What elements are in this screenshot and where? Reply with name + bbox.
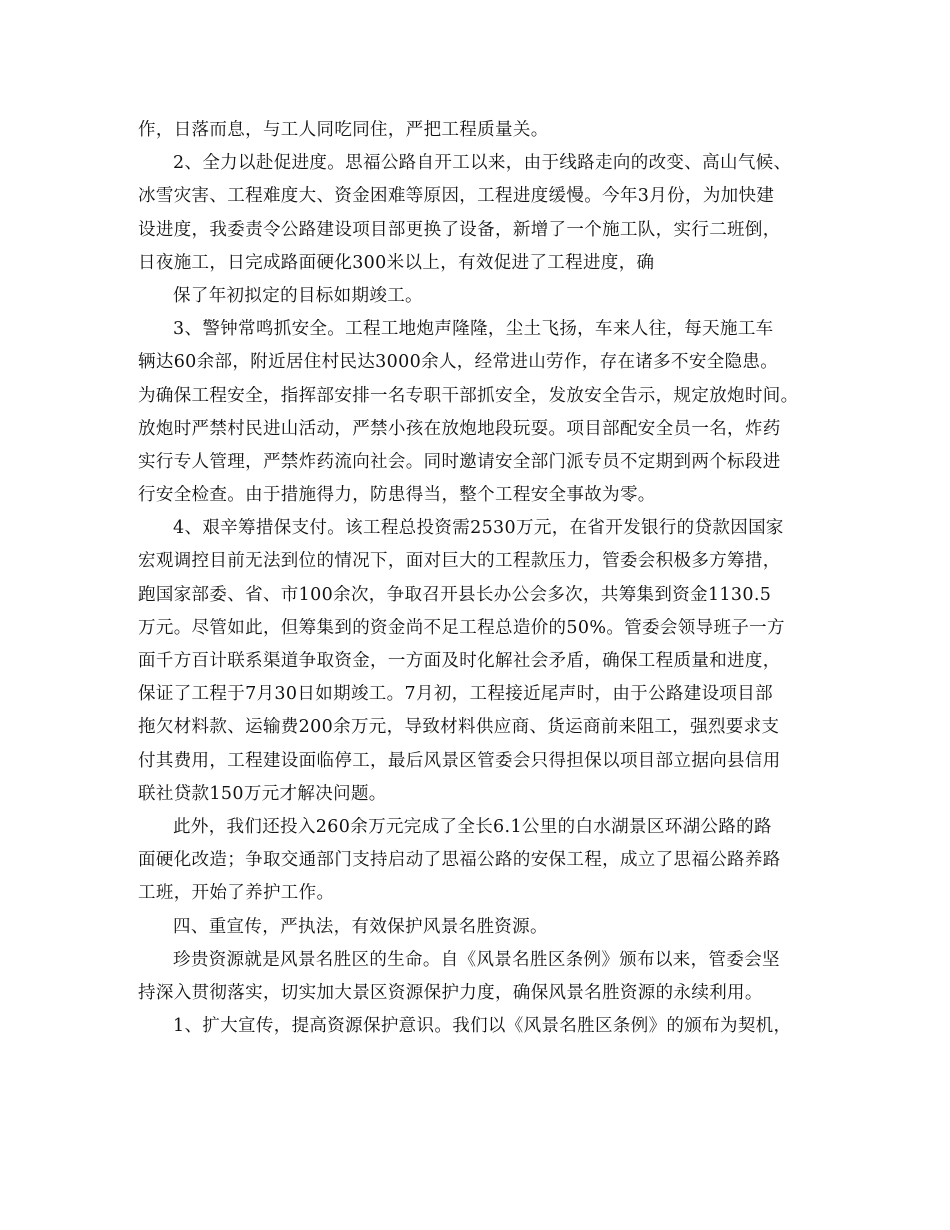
text-line: 联社贷款150万元才解决问题。 — [138, 783, 387, 804]
text-line: 放炮时严禁村民进山活动，严禁小孩在放炮地段玩耍。项目部配安全员一名，炸药 — [138, 418, 781, 439]
text-line: 跑国家部委、省、市100余次，争取召开县长办公会多次，共筹集到资金1130.5 — [138, 584, 772, 605]
text-line: 持深入贯彻落实，切实加大景区资源保护力度，确保风景名胜资源的永续利用。 — [138, 982, 763, 1003]
text-line: 辆达60余部，附近居住村民达3000余人，经常进山劳作，存在诸多不安全隐患。 — [138, 352, 779, 373]
text-line: 珍贵资源就是风景名胜区的生命。自《风景名胜区条例》颁布以来，管委会坚 — [173, 949, 780, 970]
text-line: 为确保工程安全，指挥部安排一名专职干部抓安全，发放安全告示，规定放炮时间。 — [138, 385, 799, 406]
text-line: 1、扩大宣传，提高资源保护意识。我们以《风景名胜区条例》的颁布为契机， — [173, 1016, 792, 1037]
text-line: 拖欠材料款、运输费200余万元，导致材料供应商、货运商前来阻工，强烈要求支 — [138, 717, 780, 738]
text-line: 面千方百计联系渠道争取资金，一方面及时化解社会矛盾，确保工程质量和进度， — [138, 651, 781, 671]
text-line: 2、全力以赴促进度。思福公路自开工以来，由于线路走向的改变、高山气候、 — [173, 153, 792, 174]
section-heading: 四、重宣传，严执法，有效保护风景名胜资源。 — [173, 916, 548, 937]
text-line: 保了年初拟定的目标如期竣工。 — [173, 285, 423, 306]
text-line: 宏观调控目前无法到位的情况下，面对巨大的工程款压力，管委会积极多方筹措， — [138, 551, 781, 572]
text-line: 作，日落而息，与工人同吃同住，严把工程质量关。 — [138, 120, 549, 140]
text-line: 付其费用，工程建设面临停工，最后风景区管委会只得担保以项目部立据向县信用 — [138, 750, 781, 771]
text-line: 万元。尽管如此，但筹集到的资金尚不足工程总造价的50%。管委会领导班子一方 — [138, 617, 785, 638]
text-line: 保证了工程于7月30日如期竣工。7月初，工程接近尾声时，由于公路建设项目部 — [138, 684, 773, 705]
text-line: 设进度，我委责令公路建设项目部更换了设备，新增了一个施工队，实行二班倒， — [138, 219, 781, 240]
text-line: 面硬化改造；争取交通部门支持启动了思福公路的安保工程，成立了思福公路养路 — [138, 850, 781, 871]
text-line: 日夜施工，日完成路面硬化300米以上，有效促进了工程进度，确 — [138, 252, 655, 273]
text-line: 此外，我们还投入260余万元完成了全长6.1公里的白水湖景区环湖公路的路 — [173, 816, 772, 837]
text-line: 行安全检查。由于措施得力，防患得当，整个工程安全事故为零。 — [138, 485, 656, 506]
document-body — [138, 114, 828, 1043]
text-line: 冰雪灾害、工程难度大、资金困难等原因，工程进度缓慢。今年3月份，为加快建 — [138, 186, 775, 207]
text-line: 4、艰辛筹措保支付。该工程总投资需2530万元，在省开发银行的贷款因国家 — [173, 518, 784, 539]
text-line: 实行专人管理，严禁炸药流向社会。同时邀请安全部门派专员不定期到两个标段进 — [138, 451, 781, 472]
text-line: 工班，开始了养护工作。 — [138, 883, 335, 904]
text-line: 3、警钟常鸣抓安全。工程工地炮声隆隆，尘土飞扬，车来人往，每天施工车 — [173, 319, 774, 340]
